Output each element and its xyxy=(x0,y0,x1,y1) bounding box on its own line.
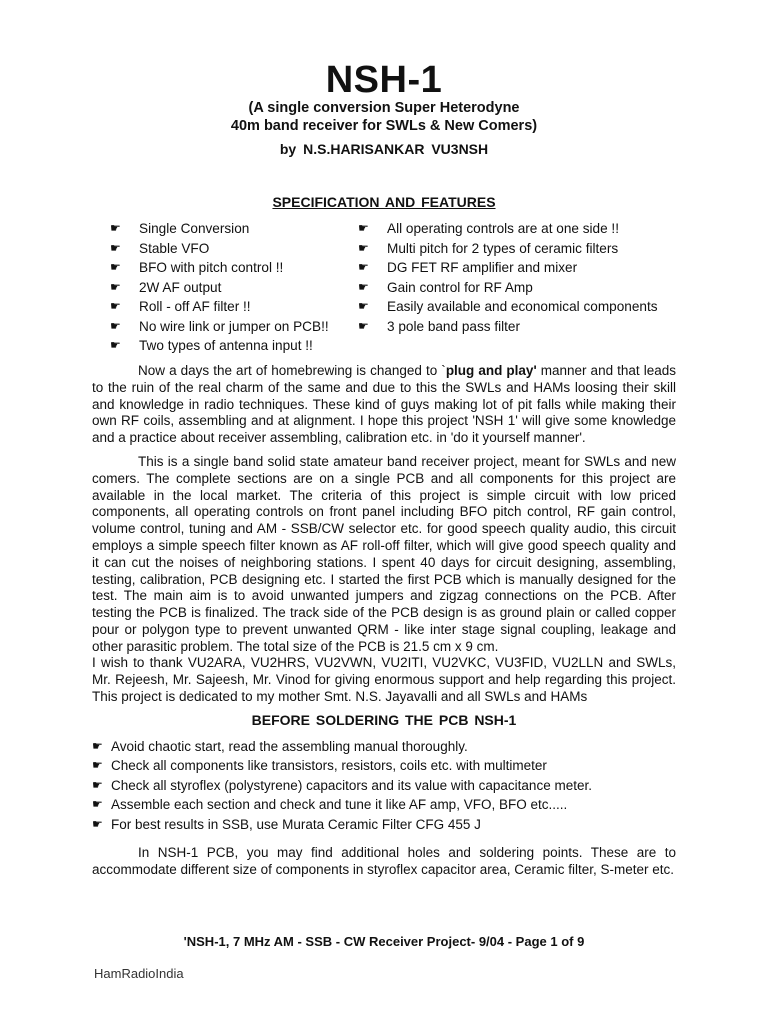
pointing-hand-icon: ☛ xyxy=(358,279,369,294)
spec-item-text: Single Conversion xyxy=(139,221,250,236)
spec-item xyxy=(110,297,350,317)
spec-item xyxy=(110,258,350,278)
spec-item-text: All operating controls are at one side !! xyxy=(387,221,619,236)
spec-item xyxy=(358,239,658,259)
pointing-hand-icon: ☛ xyxy=(358,221,369,235)
spec-item xyxy=(110,336,350,356)
acknowledgement-paragraph: I wish to thank VU2ARA, VU2HRS, VU2VWN, VU2ITI, VU2VKC, VU3FID, VU2LLN and SWLs, Mr. Rejeesh, Mr. Sajeesh, Mr. Vinod for giving enormous support and help regarding this project. This project is dedicated to my mother Smt. N.S. Jayavalli and all SWLs and HAMs xyxy=(92,655,676,704)
checklist-item xyxy=(92,815,692,834)
spec-item-text: Stable VFO xyxy=(139,240,210,256)
plug-and-play-emphasis: plug and play' xyxy=(445,363,537,378)
spec-item-text: No wire link or jumper on PCB!! xyxy=(139,318,329,334)
spec-item-text: BFO with pitch control !! xyxy=(139,260,284,275)
spec-item xyxy=(110,239,350,259)
checklist-item-text: For best results in SSB, use Murata Ceramic Filter CFG 455 J xyxy=(111,816,481,832)
pointing-hand-icon: ☛ xyxy=(110,260,121,274)
checklist-item xyxy=(92,795,692,814)
spec-item-text: Multi pitch for 2 types of ceramic filters xyxy=(387,240,619,256)
checklist-item-text: Assemble each section and check and tune it like AF amp, VFO, BFO etc..... xyxy=(111,797,568,813)
checklist-item xyxy=(92,737,692,756)
spec-list-left xyxy=(110,219,350,356)
spec-item-text: Two types of antenna input !! xyxy=(139,338,313,353)
pcb-note-paragraph: In NSH-1 PCB, you may find additional holes and soldering points. These are to accommodate different size of components in styroflex capacitor area, Ceramic filter, S-meter etc. xyxy=(92,845,676,877)
pointing-hand-icon: ☛ xyxy=(92,816,103,831)
spec-item xyxy=(110,317,350,337)
checklist-item xyxy=(92,756,692,775)
intro-text-rest: manner and that leads to the ruin of the real charm of the same and due to this the SWLs and HAMs loosing their skill and knowledge in radio techniques. These kind of guys making lot of pit falls while making their own RF coils, assembling and at alignment. I hope this project 'NSH 1' will give some knowledge and a practice about receiver assembling, calibration etc. in 'do it yourself manner'. xyxy=(92,363,677,446)
pointing-hand-icon: ☛ xyxy=(92,797,103,812)
document-title: NSH-1 xyxy=(325,59,443,101)
spec-item xyxy=(358,297,658,317)
pointing-hand-icon: ☛ xyxy=(358,260,369,274)
subtitle-line-2: 40m band receiver for SWLs & New Comers) xyxy=(230,118,538,134)
spec-item-text: Gain control for RF Amp xyxy=(387,279,533,295)
pointing-hand-icon: ☛ xyxy=(92,777,103,792)
spec-item xyxy=(358,258,658,278)
source-brand: HamRadioIndia xyxy=(94,966,184,981)
pointing-hand-icon: ☛ xyxy=(92,758,103,773)
pointing-hand-icon: ☛ xyxy=(110,299,121,313)
soldering-checklist xyxy=(92,737,692,834)
pointing-hand-icon: ☛ xyxy=(110,338,121,352)
spec-item xyxy=(358,317,658,337)
intro-paragraph-1 xyxy=(92,363,676,447)
intro-text-start: Now a days the art of homebrewing is changed to ` xyxy=(138,363,446,378)
spec-item xyxy=(110,278,350,298)
spec-item xyxy=(110,219,350,239)
checklist-item-text: Check all styroflex (polystyrene) capacitors and its value with capacitance meter. xyxy=(111,777,592,793)
soldering-heading: BEFORE SOLDERING THE PCB NSH-1 xyxy=(251,712,517,728)
spec-item-text: DG FET RF amplifier and mixer xyxy=(387,260,578,275)
spec-item-text: Roll - off AF filter !! xyxy=(139,299,251,314)
pointing-hand-icon: ☛ xyxy=(110,221,121,235)
pointing-hand-icon: ☛ xyxy=(358,240,369,255)
pointing-hand-icon: ☛ xyxy=(110,318,121,333)
spec-item-text: 2W AF output xyxy=(139,279,222,295)
spec-list-right xyxy=(358,219,658,336)
author-line: by N.S.HARISANKAR VU3NSH xyxy=(279,141,489,157)
document-subtitle xyxy=(0,99,768,135)
spec-item xyxy=(358,278,658,298)
checklist-item-text: Avoid chaotic start, read the assembling manual thoroughly. xyxy=(111,739,468,754)
checklist-item xyxy=(92,776,692,795)
pointing-hand-icon: ☛ xyxy=(110,279,121,294)
spec-item-text: 3 pole band pass filter xyxy=(387,318,521,334)
spec-item xyxy=(358,219,658,239)
subtitle-line-1: (A single conversion Super Heterodyne xyxy=(248,100,520,116)
checklist-item-text: Check all components like transistors, resistors, coils etc. with multimeter xyxy=(111,758,547,774)
spec-item-text: Easily available and economical components xyxy=(387,299,658,314)
pointing-hand-icon: ☛ xyxy=(358,299,369,313)
spec-heading: SPECIFICATION AND FEATURES xyxy=(272,194,496,210)
page-footer: 'NSH-1, 7 MHz AM - SSB - CW Receiver Project- 9/04 - Page 1 of 9 xyxy=(183,934,585,949)
pointing-hand-icon: ☛ xyxy=(110,240,121,255)
pointing-hand-icon: ☛ xyxy=(92,739,103,753)
intro-paragraph-2: This is a single band solid state amateur band receiver project, meant for SWLs and new comers. The complete sections are on a single PCB and all components for this project are available in the local market. The criteria of this project is simple circuit with low priced components, all operating controls on front panel including BFO pitch control, RF gain control, volume control, tuning and AM - SSB/CW selector etc. for good speech quality audio, this circuit employs a simple speech filter known as AF roll-off filter, which will give good speech quality and it can cut the noises of neighboring stations. I spent 40 days for circuit designing, assembling, testing, calibration, PCB designing etc. I started the first PCB which is manually designed for the test. The main aim is to avoid unwanted jumpers and zigzag connections on the PCB. After testing the PCB is finalized. The track side of the PCB design is as ground plain or called copper pour or polygon type to prevent unwanted QRM - like inter stage signal coupling, leakage and other parasitic problem. The total size of the PCB is 21.5 cm x 9 cm. xyxy=(92,454,676,654)
pointing-hand-icon: ☛ xyxy=(358,318,369,333)
